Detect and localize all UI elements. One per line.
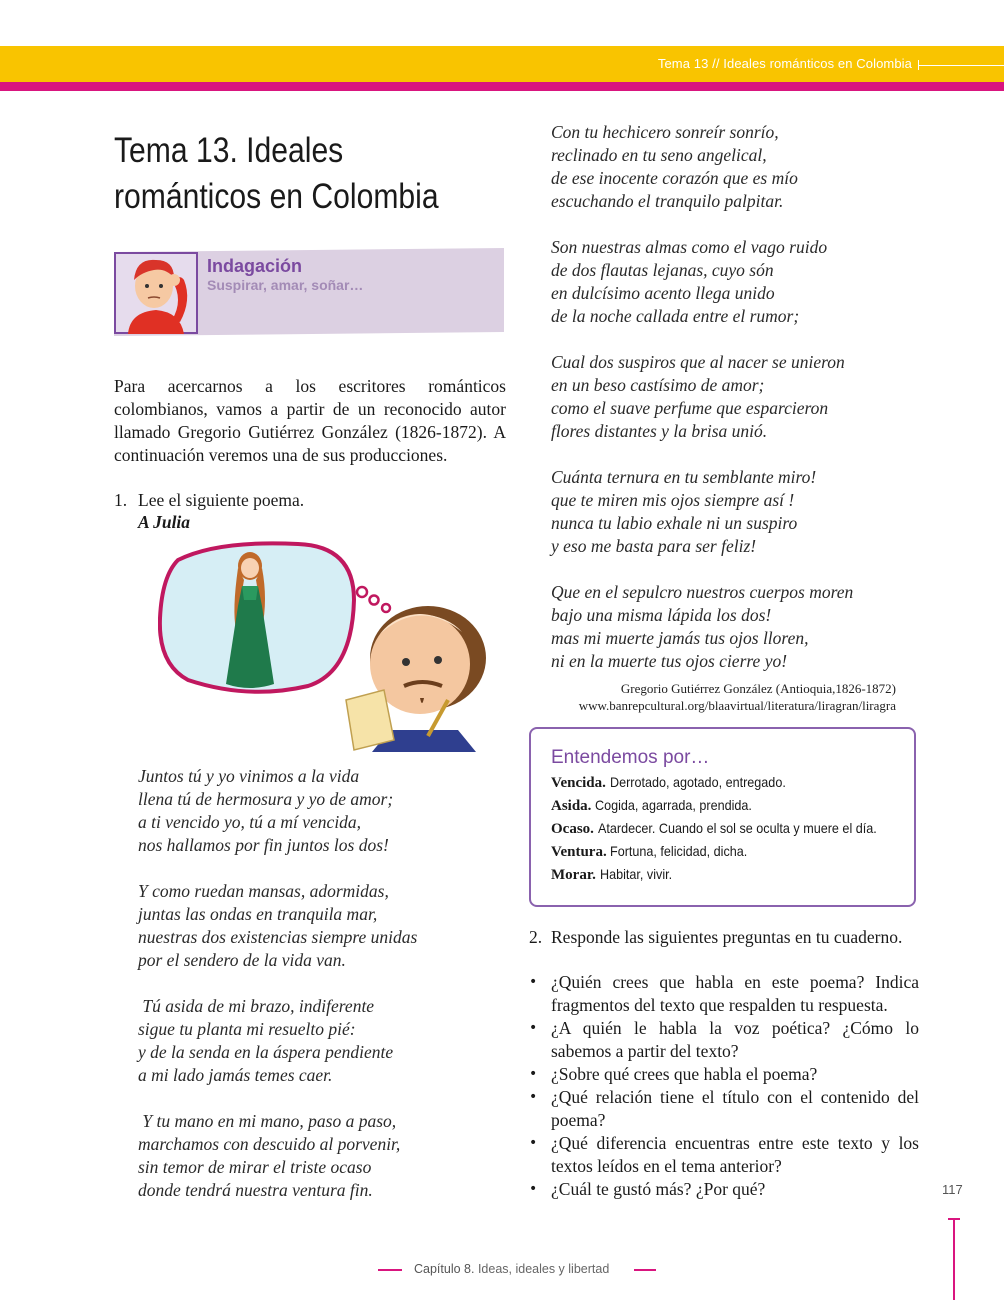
question-1-text: Lee el siguiente poema. — [138, 490, 305, 510]
indagacion-label: Indagación — [207, 256, 303, 276]
poem-title: A Julia — [138, 512, 191, 532]
list-item: • ¿Qué diferencia encuentras entre este texto y los textos leídos en el tema anterior? — [529, 1132, 919, 1178]
list-item: • ¿Cuál te gustó más? ¿Por qué? — [529, 1178, 919, 1201]
list-item: • ¿Sobre qué crees que habla el poema? — [529, 1063, 919, 1086]
glossary-definition: Habitar, vivir. — [599, 866, 672, 882]
page-title-line1: Tema 13. Ideales — [114, 131, 344, 170]
poem-stanza-right-5: Que en el sepulcro nuestros cuerpos moren bajo una misma lápida los dos! mas mi muerte jamás tus ojos lloren, ni en la muerte tus ojos cierre yo! — [551, 582, 854, 671]
glossary-term: Morar. — [551, 867, 596, 883]
poem-stanza-right-1: Con tu hechicero sonreír sonrío, reclinado en tu seno angelical, de ese inocente corazón que es mío escuchando el tranquilo palpitar. — [551, 122, 798, 211]
footer-rule-right — [634, 1269, 656, 1271]
glossary-term: Vencida. — [551, 775, 606, 791]
indagacion-subtitle: Suspirar, amar, soñar… — [207, 277, 364, 293]
poem-stanza-right-2: Son nuestras almas como el vago ruido de dos flautas lejanas, cuyo són en dulcísimo acento llega unido de la noche callada entre el rumor; — [551, 237, 828, 326]
poem-stanza-right-3: Cual dos suspiros que al nacer se unieron en un beso castísimo de amor; como el suave perfume que esparcieron flores distantes y la brisa unió. — [551, 352, 845, 441]
question-2-text: Responde las siguientes preguntas en tu cuaderno. — [551, 927, 903, 947]
list-item: • ¿A quién le habla la voz poética? ¿Cómo lo sabemos a partir del texto? — [529, 1017, 919, 1063]
poet-dreaming-illustration — [158, 540, 494, 752]
question-1-number: 1. — [114, 490, 128, 510]
header-stripe — [0, 82, 1004, 91]
question-2 — [529, 926, 902, 949]
footer — [414, 1262, 609, 1276]
thinking-boy-icon — [114, 250, 198, 334]
glossary-term: Asida. — [551, 798, 592, 814]
footer-chapter-title: Ideas, ideales y libertad — [477, 1262, 610, 1276]
poem-stanza-left-3: Tú asida de mi brazo, indiferente sigue tu planta mi resuelto pié: y de la senda en la áspera pendiente a mi lado jamás temes caer. — [138, 996, 394, 1085]
glossary-item — [551, 772, 805, 793]
poem-stanza-left-1: Juntos tú y yo vinimos a la vida llena tú de hermosura y yo de amor; a ti vencido yo, tú a mí vencida, nos hallamos por fin juntos los dos! — [138, 766, 394, 855]
running-title: Tema 13 // Ideales románticos en Colombia — [657, 56, 912, 71]
glossary-definition: Cogida, agarrada, prendida. — [595, 797, 753, 813]
list-item: • ¿Qué relación tiene el título con el contenido del poema? — [529, 1086, 919, 1132]
glossary-definition: Atardecer. Cuando el sol se oculta y muere el día. — [597, 820, 877, 836]
poem-stanza-right-4: Cuánta ternura en tu semblante miro! que te miren mis ojos siempre así ! nunca tu labio exhale ni un suspiro y eso me basta para ser feliz! — [551, 467, 817, 556]
glossary-item — [551, 795, 770, 816]
page-title-line2: románticos en Colombia — [114, 177, 439, 216]
credit-author: Gregorio Gutiérrez González (Antioquia,1826-1872) — [620, 681, 896, 696]
page-number-rule — [953, 1218, 955, 1300]
list-item: • ¿Quién crees que habla en este poema? Indica fragmentos del texto que respalden tu respuesta. — [529, 971, 919, 1017]
glossary-definition: Fortuna, felicidad, dicha. — [610, 843, 748, 859]
glossary-item — [551, 818, 907, 839]
page-number: 117 — [942, 1182, 963, 1197]
glossary-definition: Derrotado, agotado, entregado. — [609, 774, 786, 790]
intro-paragraph: Para acercarnos a los escritores románticos colombianos, vamos a partir de un reconocido autor llamado Gregorio Gutiérrez González (1826-1872). A continuación veremos una de sus producciones. — [114, 376, 506, 465]
page-title — [114, 128, 458, 220]
poet-figure — [346, 606, 486, 752]
poem-stanza-left-4: Y tu mano en mi mano, paso a paso, marchamos con descuido al porvenir, sin temor de mirar el triste ocaso donde tendrá nuestra ventura fin. — [138, 1111, 401, 1200]
question-1 — [114, 489, 304, 512]
poem-credit — [540, 680, 896, 714]
footer-rule-left — [378, 1269, 402, 1271]
glossary-item — [551, 864, 680, 885]
glossary-title: Entendemos por… — [551, 747, 710, 768]
poem-stanza-left-2: Y como ruedan mansas, adormidas, juntas las ondas en tranquila mar, nuestras dos existencias siempre unidas por el sendero de la vida van. — [138, 881, 418, 970]
question-2-number: 2. — [529, 927, 543, 947]
credit-url: www.banrepcultural.org/blaavirtual/literatura/liragran/liragra — [578, 698, 896, 713]
question-2-list — [529, 971, 919, 1201]
footer-chapter: Capítulo 8. — [414, 1262, 475, 1276]
glossary-item — [551, 841, 763, 862]
glossary-term: Ventura. — [551, 844, 607, 860]
header-rule — [918, 65, 1004, 66]
glossary-term: Ocaso. — [551, 821, 594, 837]
